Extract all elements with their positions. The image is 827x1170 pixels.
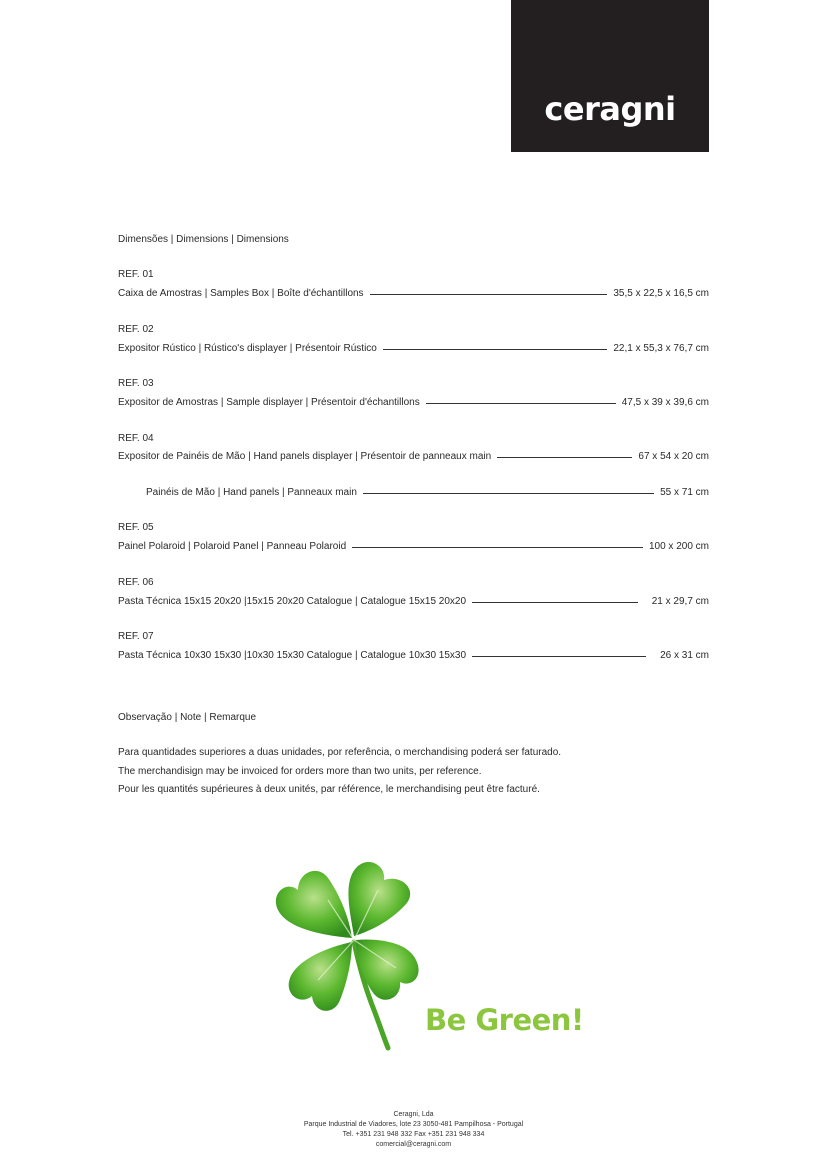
leader-line — [383, 349, 608, 350]
item-dimensions: 35,5 x 22,5 x 16,5 cm — [613, 287, 709, 299]
item-name: Painéis de Mão | Hand panels | Panneaux main — [146, 486, 357, 498]
footer-company: Ceragni, Lda — [393, 1111, 434, 1118]
dimension-row — [118, 539, 709, 553]
footer-email[interactable]: comercial@ceragni.com — [375, 1141, 452, 1148]
item-name: Expositor de Painéis de Mão | Hand panels displayer | Présentoir de panneaux main — [118, 450, 492, 462]
item-dimensions: 47,5 x 39 x 39,6 cm — [621, 396, 709, 408]
ref-label: REF. 06 — [118, 577, 154, 588]
leader-line — [370, 294, 608, 295]
footer-address: Parque Industrial de Viadores, lote 23 3050-481 Pampilhosa - Portugal — [303, 1121, 524, 1128]
item-dimensions: 26 x 31 cm — [660, 649, 709, 661]
note-line: Para quantidades superiores a duas unidades, por referência, o merchandising poderá ser faturado. — [118, 747, 562, 758]
dimensions-title: Dimensões | Dimensions | Dimensions — [118, 234, 289, 245]
item-dimensions: 55 x 71 cm — [660, 486, 709, 498]
dimension-row — [118, 395, 709, 409]
dimension-row — [118, 341, 709, 355]
four-leaf-clover-icon — [268, 850, 438, 1055]
item-name: Painel Polaroid | Polaroid Panel | Panneau Polaroid — [118, 540, 347, 552]
footer-phone: Tel. +351 231 948 332 Fax +351 231 948 334 — [342, 1131, 485, 1138]
slogan: Be Green! — [425, 1003, 584, 1037]
item-dimensions: 22,1 x 55,3 x 76,7 cm — [613, 342, 709, 354]
leader-line — [472, 602, 638, 603]
item-dimensions: 100 x 200 cm — [648, 540, 709, 552]
item-dimensions: 21 x 29,7 cm — [651, 595, 709, 607]
item-dimensions: 67 x 54 x 20 cm — [638, 450, 709, 462]
ref-label: REF. 05 — [118, 522, 154, 533]
brand-logo: ceragni — [544, 90, 676, 128]
item-name: Pasta Técnica 10x30 15x30 |10x30 15x30 Catalogue | Catalogue 10x30 15x30 — [118, 649, 467, 661]
dimension-row — [118, 286, 709, 300]
leader-line — [426, 403, 616, 404]
ref-label: REF. 01 — [118, 269, 154, 280]
brand-header — [511, 0, 709, 152]
ref-label: REF. 03 — [118, 378, 154, 389]
note-line: The merchandisign may be invoiced for orders more than two units, per reference. — [118, 766, 482, 777]
ref-label: REF. 02 — [118, 324, 154, 335]
item-name: Expositor de Amostras | Sample displayer | Présentoir d'échantillons — [118, 396, 420, 408]
leader-line — [472, 656, 646, 657]
dimension-row — [118, 648, 709, 662]
ref-label: REF. 04 — [118, 433, 154, 444]
note-line: Pour les quantités supérieures à deux unités, par référence, le merchandising peut être facturé. — [118, 784, 540, 795]
leader-line — [352, 547, 643, 548]
note-title: Observação | Note | Remarque — [118, 712, 257, 723]
dimension-row — [146, 485, 709, 499]
leader-line — [497, 457, 632, 458]
leader-line — [363, 493, 654, 494]
item-name: Pasta Técnica 15x15 20x20 |15x15 20x20 Catalogue | Catalogue 15x15 20x20 — [118, 595, 467, 607]
dimension-row — [118, 594, 709, 608]
dimension-row — [118, 449, 709, 463]
item-name: Caixa de Amostras | Samples Box | Boîte d'échantillons — [118, 287, 364, 299]
ref-label: REF. 07 — [118, 631, 154, 642]
item-name: Expositor Rústico | Rústico's displayer | Présentoir Rústico — [118, 342, 377, 354]
